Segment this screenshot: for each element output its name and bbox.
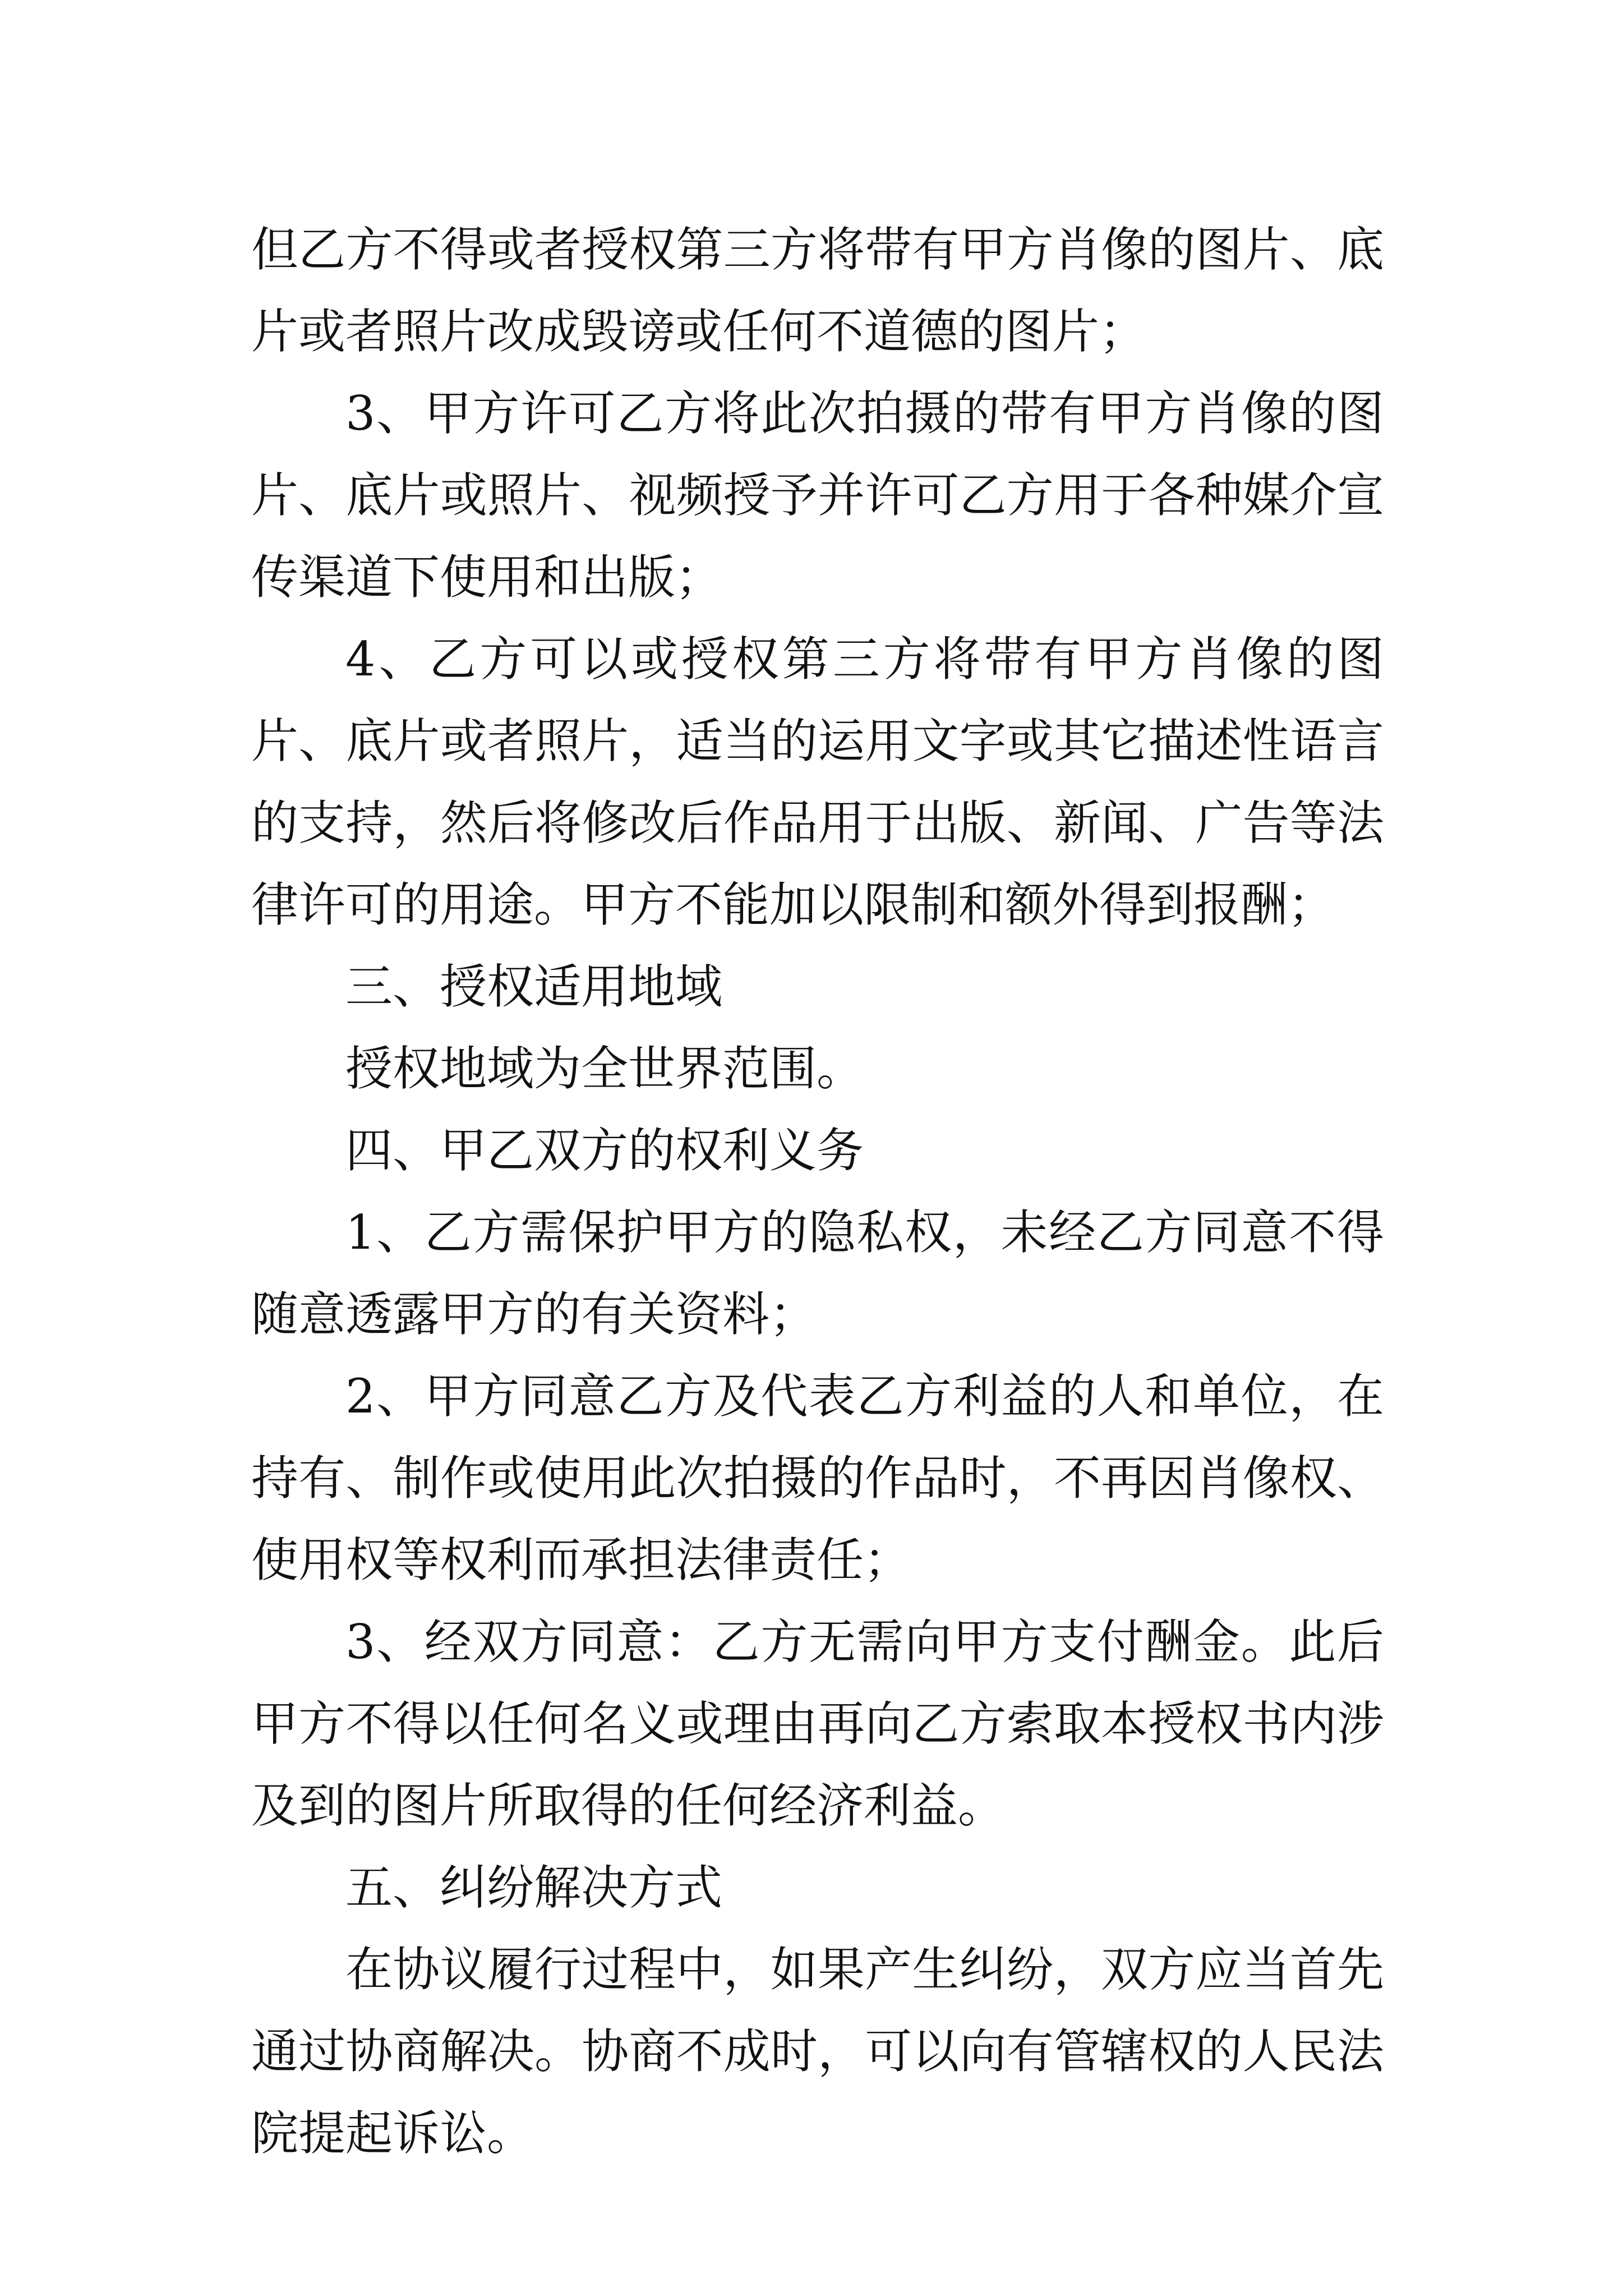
paragraph-obligation-2: 2、甲方同意乙方及代表乙方利益的人和单位，在持有、制作或使用此次拍摄的作品时，不再因肖像权、使用权等权利而承担法律责任； (251, 1369, 1384, 1588)
paragraph-territory: 授权地域为全世界范围。 (345, 1041, 864, 1096)
paragraph-continuation: 但乙方不得或者授权第三方将带有甲方肖像的图片、底片或者照片改成毁谤或任何不道德的图片； (251, 222, 1384, 359)
section-heading-territory: 三、授权适用地域 (345, 959, 723, 1014)
section-heading-dispute-resolution: 五、纠纷解决方式 (345, 1860, 723, 1915)
paragraph-clause-3: 3、甲方许可乙方将此次拍摄的带有甲方肖像的图片、底片或照片、视频授予并许可乙方用于各种媒介宣传渠道下使用和出版； (251, 386, 1384, 605)
paragraph-clause-4: 4、乙方可以或授权第三方将带有甲方肖像的图片、底片或者照片，适当的运用文字或其它描述性语言的支持，然后将修改后作品用于出版、新闻、广告等法律许可的用途。甲方不能加以限制和额外得到报酬； (251, 632, 1384, 932)
paragraph-dispute-resolution: 在协议履行过程中，如果产生纠纷，双方应当首先通过协商解决。协商不成时，可以向有管辖权的人民法院提起诉讼。 (251, 1942, 1384, 2161)
section-heading-rights-obligations: 四、甲乙双方的权利义务 (345, 1123, 864, 1178)
paragraph-obligation-1: 1、乙方需保护甲方的隐私权，未经乙方同意不得随意透露甲方的有关资料； (251, 1205, 1384, 1342)
paragraph-obligation-3: 3、经双方同意：乙方无需向甲方支付酬金。此后甲方不得以任何名义或理由再向乙方索取本授权书内涉及到的图片所取得的任何经济利益。 (251, 1614, 1384, 1833)
document-body (251, 209, 1384, 2174)
